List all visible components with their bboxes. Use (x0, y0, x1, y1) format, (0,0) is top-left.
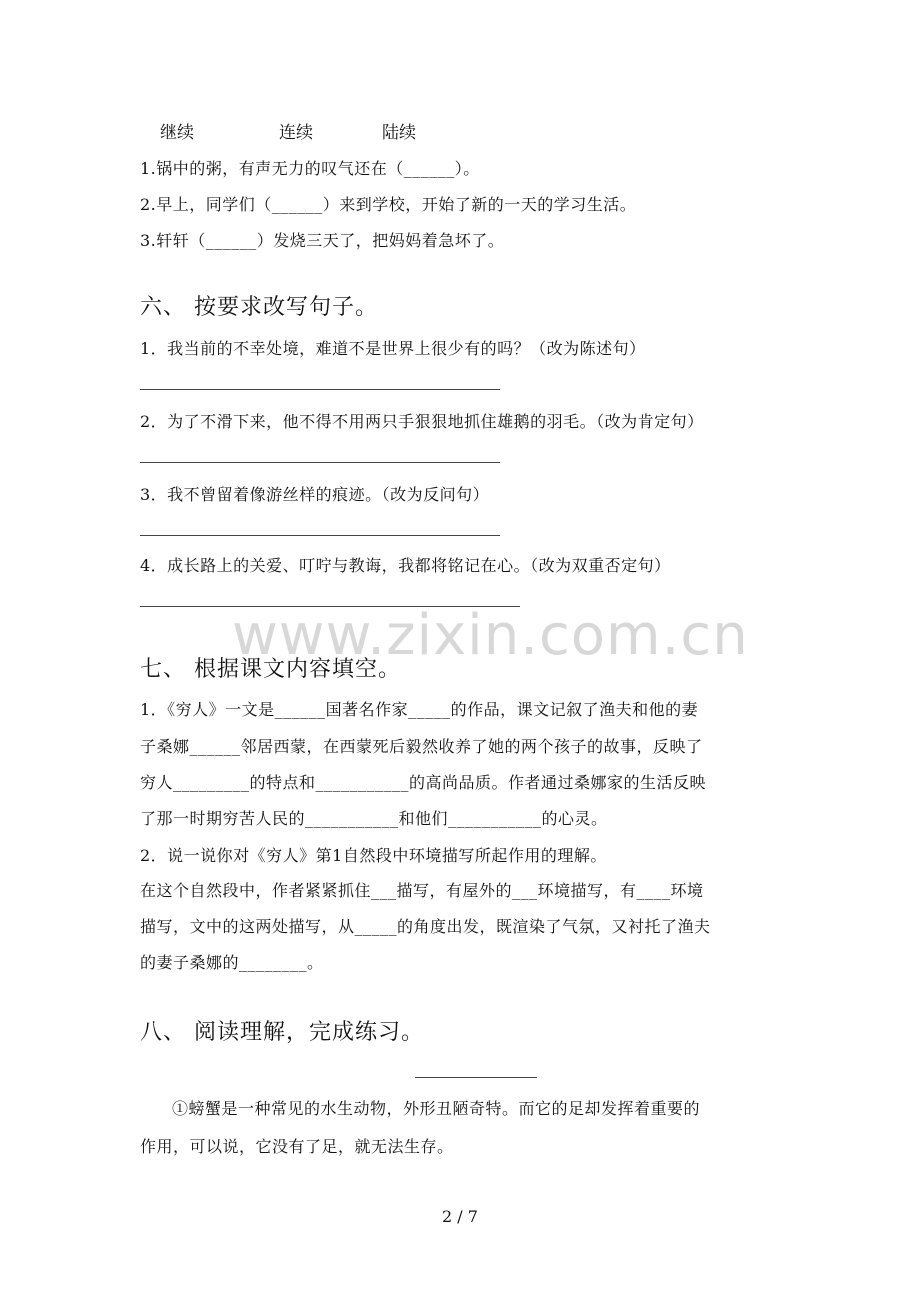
q2-line-1: 在这个自然段中，作者紧紧抓住___描写，有屋外的___环境描写，有____环境 (140, 881, 704, 900)
answer-line-2[interactable] (140, 462, 500, 463)
q1-line-3: 穷人_________的特点和___________的高尚品质。作者通过桑娜家的生活反映 (140, 773, 707, 792)
passage-title-blank[interactable] (415, 1077, 537, 1078)
fill-item-3: 3.轩轩（______）发烧三天了，把妈妈着急坏了。 (140, 231, 505, 250)
fill-item-1: 1.锅中的粥，有声无力的叹气还在（______）。 (140, 159, 480, 178)
rewrite-item-2: 2．为了不滑下来，他不得不用两只手狠狠地抓住雄鹅的羽毛。（改为肯定句） (140, 412, 704, 431)
passage-line-1: ①螃蟹是一种常见的水生动物，外形丑陋奇特。而它的足却发挥着重要的 (172, 1099, 701, 1118)
answer-line-1[interactable] (140, 389, 500, 390)
section-8-title: 八、 阅读理解，完成练习。 (140, 1020, 424, 1045)
q1-line-1: 1．《穷人》一文是______国著名作家_____的作品，课文记叙了渔夫和他的妻 (140, 700, 699, 719)
page-number: 2 / 7 (442, 1207, 478, 1226)
answer-line-4[interactable] (140, 606, 520, 607)
section-7-title: 七、 根据课文内容填空。 (140, 657, 401, 682)
q1-line-2: 子桑娜______邻居西蒙，在西蒙死后毅然收养了她的两个孩子的故事，反映了 (140, 737, 703, 756)
fill-item-2: 2.早上，同学们（______）来到学校，开始了新的一天的学习生活。 (140, 195, 637, 214)
option-word-3: 陆续 (382, 123, 416, 143)
q2-line-2: 描写，文中的这两处描写，从_____的角度出发，既渲染了气氛，又衬托了渔夫 (140, 917, 711, 936)
q2-line-3: 的妻子桑娜的________。 (140, 953, 324, 972)
option-word-1: 继续 (160, 123, 194, 143)
q1-line-4: 了那一时期穷苦人民的___________和他们___________的心灵。 (140, 809, 608, 828)
option-word-2: 连续 (279, 123, 313, 143)
passage-line-2: 作用，可以说，它没有了足，就无法生存。 (140, 1137, 454, 1156)
rewrite-item-1: 1．我当前的不幸处境，难道不是世界上很少有的吗？（改为陈述句） (140, 339, 646, 358)
answer-line-3[interactable] (140, 535, 500, 536)
rewrite-item-3: 3．我不曾留着像游丝样的痕迹。（改为反问句） (140, 485, 490, 504)
rewrite-item-4: 4．成长路上的关爱、叮咛与教诲，我都将铭记在心。（改为双重否定句） (140, 556, 671, 575)
section-6-title: 六、 按要求改写句子。 (140, 295, 378, 320)
q2-title: 2．说一说你对《穷人》第1自然段中环境描写所起作用的理解。 (140, 846, 607, 865)
watermark: www.zixin.com.cn (232, 603, 749, 668)
